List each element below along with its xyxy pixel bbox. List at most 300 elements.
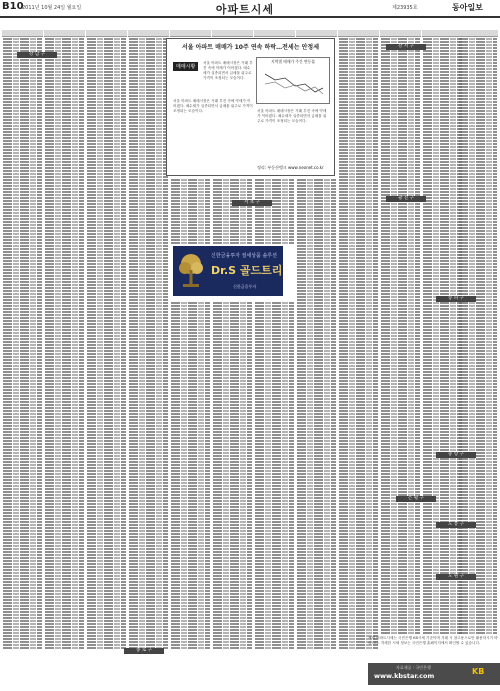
listing-row: [3, 452, 42, 454]
listing-row: [255, 497, 294, 499]
listing-row: [339, 407, 378, 409]
listing-row: [129, 242, 168, 244]
listing-row: [171, 362, 210, 364]
listing-row: [423, 86, 462, 88]
listing-row: [45, 266, 84, 268]
listing-row: [87, 470, 126, 472]
listing-row: [171, 350, 210, 352]
listing-row: [381, 131, 420, 133]
listing-row: [171, 545, 210, 547]
listing-row: [171, 194, 210, 196]
listing-row: [381, 215, 420, 217]
column-header: [2, 30, 43, 37]
listing-row: [423, 272, 462, 274]
listing-row: [381, 587, 420, 589]
listing-row: [339, 359, 378, 361]
listing-row: [255, 332, 294, 334]
listing-row: [87, 482, 126, 484]
listing-row: [3, 161, 42, 163]
listing-row: [339, 281, 378, 283]
listing-row: [381, 404, 420, 406]
listing-row: [87, 203, 126, 205]
listing-row: [87, 617, 126, 619]
listing-row: [423, 482, 462, 484]
listing-row: [87, 506, 126, 508]
listing-row: [297, 587, 336, 589]
listing-row: [213, 566, 252, 568]
listing-row: [381, 377, 420, 379]
listing-row: [45, 389, 84, 391]
listing-row: [171, 461, 210, 463]
kb-source-label: 자료제공 : 국민은행: [396, 665, 431, 670]
listing-row: [45, 44, 84, 46]
listing-row: [87, 578, 126, 580]
listing-row: [87, 227, 126, 229]
listing-row: [213, 443, 252, 445]
listing-row: [129, 395, 168, 397]
listing-row: [297, 647, 336, 649]
listing-row: [3, 200, 42, 202]
listing-row: [381, 335, 420, 337]
listing-row: [255, 476, 294, 478]
listing-row: [459, 362, 497, 364]
listing-row: [381, 107, 420, 109]
listing-row: [423, 248, 462, 250]
listing-row: [45, 107, 84, 109]
listing-row: [381, 590, 420, 592]
listing-row: [171, 401, 210, 403]
listing-row: [171, 536, 210, 538]
listing-row: [423, 605, 462, 607]
listing-row: [339, 284, 378, 286]
listing-row: [87, 251, 126, 253]
listing-row: [129, 56, 168, 58]
listing-row: [459, 272, 497, 274]
listing-row: [339, 251, 378, 253]
listing-row: [459, 86, 497, 88]
listing-row: [129, 485, 168, 487]
listing-row: [87, 413, 126, 415]
listing-row: [87, 335, 126, 337]
listing-row: [129, 317, 168, 319]
listing-row: [339, 236, 378, 238]
listing-row: [297, 542, 336, 544]
listing-row: [459, 539, 497, 541]
listing-row: [129, 515, 168, 517]
listing-row: [423, 464, 462, 466]
listing-row: [459, 257, 497, 259]
listing-row: [255, 584, 294, 586]
listing-row: [381, 122, 420, 124]
listing-row: [213, 242, 252, 244]
listing-row: [381, 173, 420, 175]
listing-row: [255, 335, 294, 337]
listing-row: [423, 614, 462, 616]
listing-row: [459, 365, 497, 367]
listing-row: [171, 521, 210, 523]
listing-row: [459, 344, 497, 346]
listing-row: [459, 533, 497, 535]
listing-row: [213, 623, 252, 625]
listing-row: [381, 257, 420, 259]
listing-row: [459, 425, 497, 427]
listing-row: [459, 629, 497, 631]
listing-row: [45, 224, 84, 226]
listing-row: [423, 134, 462, 136]
listing-row: [45, 509, 84, 511]
listing-row: [3, 248, 42, 250]
listing-row: [87, 509, 126, 511]
listing-row: [381, 239, 420, 241]
listing-row: [297, 413, 336, 415]
listing-row: [129, 413, 168, 415]
listing-row: [129, 77, 168, 79]
listing-row: [45, 191, 84, 193]
listing-row: [45, 83, 84, 85]
listing-row: [459, 581, 497, 583]
listing-row: [213, 416, 252, 418]
listing-row: [339, 323, 378, 325]
listing-row: [423, 290, 462, 292]
listing-row: [255, 416, 294, 418]
listing-row: [423, 275, 462, 277]
listing-row: [3, 260, 42, 262]
listing-row: [297, 419, 336, 421]
listing-column: [86, 30, 127, 650]
listing-row: [45, 515, 84, 517]
listing-row: [87, 557, 126, 559]
listing-row: [87, 230, 126, 232]
listing-row: [339, 332, 378, 334]
listing-row: [423, 311, 462, 313]
listing-row: [87, 170, 126, 172]
listing-row: [213, 578, 252, 580]
listing-row: [459, 155, 497, 157]
listing-row: [129, 119, 168, 121]
listing-row: [255, 227, 294, 229]
listing-row: [3, 113, 42, 115]
chart-lines: [257, 58, 329, 103]
listing-row: [3, 302, 42, 304]
listing-row: [171, 359, 210, 361]
listing-row: [459, 230, 497, 232]
listing-row: [213, 425, 252, 427]
listing-row: [459, 38, 497, 40]
listing-row: [45, 365, 84, 367]
listing-row: [255, 638, 294, 640]
listing-row: [87, 65, 126, 67]
listing-row: [423, 38, 462, 40]
listing-row: [297, 335, 336, 337]
listing-row: [339, 59, 378, 61]
listing-row: [87, 587, 126, 589]
listing-row: [87, 110, 126, 112]
listing-row: [171, 635, 210, 637]
listing-row: [423, 404, 462, 406]
listing-row: [171, 302, 210, 304]
listing-row: [171, 530, 210, 532]
listing-row: [339, 68, 378, 70]
listing-row: [45, 311, 84, 313]
listing-row: [459, 551, 497, 553]
listing-row: [129, 380, 168, 382]
listing-row: [171, 455, 210, 457]
listing-row: [459, 374, 497, 376]
listing-row: [459, 623, 497, 625]
listing-row: [381, 278, 420, 280]
listing-row: [45, 542, 84, 544]
listing-row: [213, 638, 252, 640]
listing-row: [3, 353, 42, 355]
listing-row: [423, 41, 462, 43]
listing-row: [423, 344, 462, 346]
listing-row: [255, 539, 294, 541]
listing-row: [381, 365, 420, 367]
listing-row: [381, 170, 420, 172]
listing-row: [381, 416, 420, 418]
listing-row: [459, 98, 497, 100]
listing-row: [423, 269, 462, 271]
listing-row: [45, 449, 84, 451]
feature-headline: 서울 아파트 매매가 10주 연속 하락…전세는 안정세: [181, 44, 319, 51]
listing-row: [213, 218, 252, 220]
listing-row: [423, 182, 462, 184]
listing-row: [381, 614, 420, 616]
listing-row: [339, 71, 378, 73]
listing-row: [213, 401, 252, 403]
listing-row: [87, 326, 126, 328]
listing-row: [87, 125, 126, 127]
listing-row: [129, 302, 168, 304]
listing-row: [45, 446, 84, 448]
listing-row: [129, 479, 168, 481]
listing-row: [129, 512, 168, 514]
listing-row: [339, 374, 378, 376]
listing-row: [255, 398, 294, 400]
listing-row: [3, 440, 42, 442]
listing-row: [339, 257, 378, 259]
listing-row: [339, 152, 378, 154]
listing-row: [423, 302, 462, 304]
listing-row: [459, 104, 497, 106]
listing-row: [339, 275, 378, 277]
listing-row: [423, 449, 462, 451]
listing-row: [339, 632, 378, 634]
listing-row: [459, 353, 497, 355]
listing-row: [297, 428, 336, 430]
listing-row: [339, 599, 378, 601]
listing-row: [87, 374, 126, 376]
listing-row: [129, 599, 168, 601]
listing-row: [423, 356, 462, 358]
listing-row: [3, 497, 42, 499]
listing-row: [87, 602, 126, 604]
listing-row: [129, 353, 168, 355]
listing-row: [3, 140, 42, 142]
listing-row: [423, 362, 462, 364]
listing-row: [129, 311, 168, 313]
listing-row: [459, 626, 497, 628]
listing-row: [45, 302, 84, 304]
listing-row: [459, 185, 497, 187]
listing-row: [297, 638, 336, 640]
listing-row: [339, 356, 378, 358]
listing-row: [297, 599, 336, 601]
listing-row: [297, 341, 336, 343]
listing-row: [87, 206, 126, 208]
listing-row: [3, 149, 42, 151]
listing-row: [423, 131, 462, 133]
listing-row: [171, 353, 210, 355]
listing-row: [129, 539, 168, 541]
listing-row: [423, 470, 462, 472]
listing-row: [339, 461, 378, 463]
kb-banner[interactable]: [368, 663, 500, 685]
listing-row: [213, 446, 252, 448]
listing-row: [297, 272, 336, 274]
listing-row: [87, 596, 126, 598]
listing-row: [459, 563, 497, 565]
listing-row: [45, 386, 84, 388]
listing-row: [213, 482, 252, 484]
listing-row: [45, 320, 84, 322]
listing-row: [381, 452, 420, 454]
listing-row: [255, 542, 294, 544]
listing-row: [129, 86, 168, 88]
listing-row: [339, 113, 378, 115]
listing-row: [171, 485, 210, 487]
listing-row: [459, 236, 497, 238]
listing-row: [171, 434, 210, 436]
listing-row: [381, 557, 420, 559]
listing-row: [339, 581, 378, 583]
listing-row: [129, 509, 168, 511]
listing-row: [213, 227, 252, 229]
listing-row: [381, 233, 420, 235]
shinhan-ad[interactable]: [173, 246, 283, 296]
listing-row: [129, 155, 168, 157]
listing-row: [129, 239, 168, 241]
listing-row: [459, 518, 497, 520]
column-header: [296, 30, 337, 37]
listing-row: [381, 203, 420, 205]
listing-row: [171, 365, 210, 367]
listing-row: [423, 50, 462, 52]
listing-row: [45, 374, 84, 376]
tree-icon: [177, 252, 205, 290]
listing-row: [87, 503, 126, 505]
listing-row: [423, 563, 462, 565]
listing-row: [87, 548, 126, 550]
section-label: 송 파 구: [436, 296, 476, 302]
listing-row: [87, 278, 126, 280]
listing-row: [213, 341, 252, 343]
listing-row: [459, 203, 497, 205]
listing-row: [381, 440, 420, 442]
listing-row: [423, 305, 462, 307]
column-header: [422, 30, 463, 37]
listing-row: [87, 638, 126, 640]
listing-row: [297, 356, 336, 358]
listing-row: [297, 623, 336, 625]
listing-row: [423, 392, 462, 394]
column-header: [86, 30, 127, 37]
listing-row: [171, 305, 210, 307]
listing-row: [423, 326, 462, 328]
feature-body-3: 서울 아파트 매매시장은 거래 부진 속에 약세가 이어졌다. 매수세가 실종되면서 급매물 위주로 가격이 조정되는 모습이다.: [257, 109, 327, 123]
kb-url[interactable]: www.kbstar.com: [374, 672, 435, 680]
listing-row: [459, 566, 497, 568]
listing-row: [255, 644, 294, 646]
listing-row: [339, 221, 378, 223]
listing-row: [297, 434, 336, 436]
listing-row: [45, 371, 84, 373]
listing-row: [297, 221, 336, 223]
listing-row: [213, 380, 252, 382]
listing-row: [45, 380, 84, 382]
listing-row: [45, 572, 84, 574]
listing-row: [171, 482, 210, 484]
listing-row: [297, 293, 336, 295]
listing-row: [3, 620, 42, 622]
listing-row: [129, 611, 168, 613]
listing-row: [297, 497, 336, 499]
listing-row: [423, 317, 462, 319]
listing-row: [459, 587, 497, 589]
listing-row: [87, 197, 126, 199]
listing-row: [45, 257, 84, 259]
listing-row: [213, 326, 252, 328]
listing-row: [171, 389, 210, 391]
listing-row: [339, 41, 378, 43]
listing-row: [129, 416, 168, 418]
listing-row: [45, 482, 84, 484]
listing-row: [381, 128, 420, 130]
listing-row: [3, 335, 42, 337]
listing-row: [423, 161, 462, 163]
listing-row: [381, 347, 420, 349]
listing-row: [339, 422, 378, 424]
listing-row: [213, 404, 252, 406]
listing-row: [339, 392, 378, 394]
listing-row: [3, 563, 42, 565]
listing-row: [45, 230, 84, 232]
listing-row: [381, 341, 420, 343]
listing-row: [459, 536, 497, 538]
section-label: 광 진 구: [386, 196, 426, 202]
listing-row: [297, 257, 336, 259]
listing-row: [381, 164, 420, 166]
listing-row: [87, 218, 126, 220]
listing-row: [3, 116, 42, 118]
listing-row: [3, 320, 42, 322]
listing-row: [3, 626, 42, 628]
listing-row: [297, 353, 336, 355]
listing-row: [3, 83, 42, 85]
listing-row: [255, 596, 294, 598]
listing-row: [423, 479, 462, 481]
listing-row: [87, 62, 126, 64]
listing-row: [213, 398, 252, 400]
listing-row: [171, 413, 210, 415]
listing-row: [381, 527, 420, 529]
listing-row: [423, 581, 462, 583]
listing-row: [87, 500, 126, 502]
listing-row: [87, 272, 126, 274]
listing-row: [213, 641, 252, 643]
listing-row: [129, 110, 168, 112]
listing-row: [129, 68, 168, 70]
